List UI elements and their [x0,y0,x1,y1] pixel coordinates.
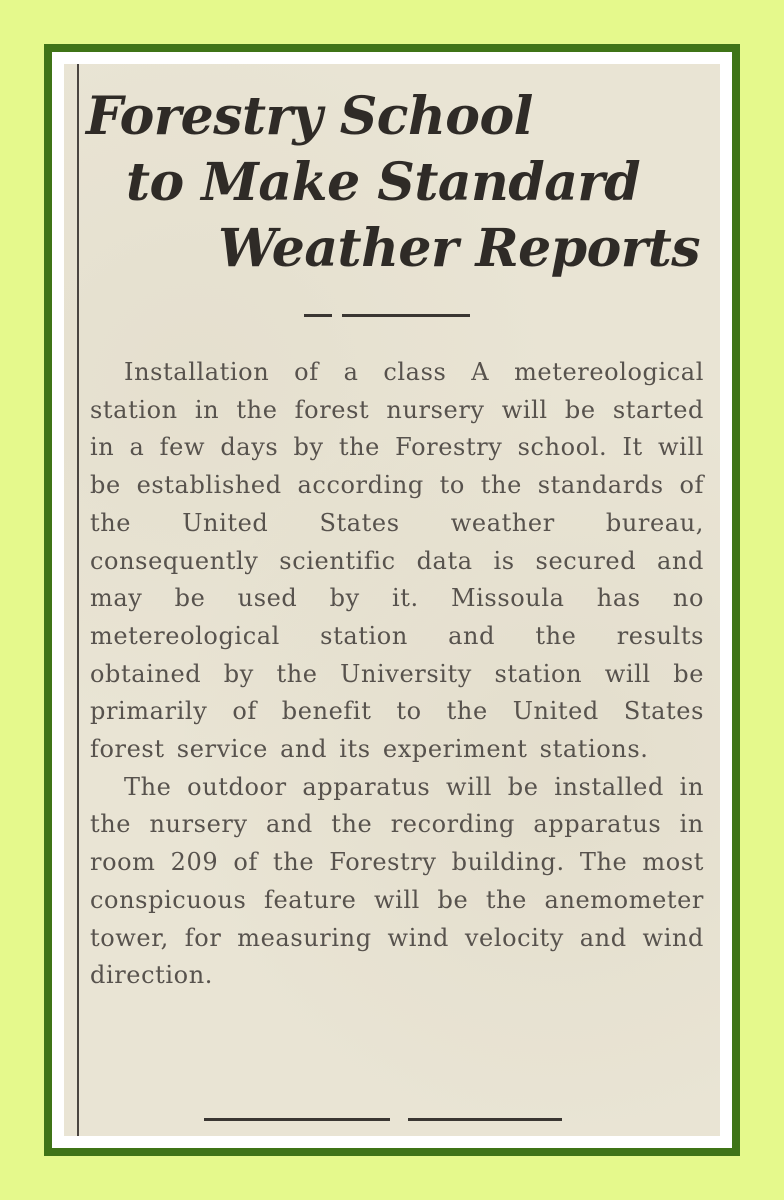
paragraph-1: Installation of a class A metereological station in the forest nursery will be started in a few days by the Forestry school. It will be established according to the standards of the United States weather bureau, consequently scientific data is secured and may be used by it. Missoula has no metereological station and the results obtained by the University station will be primarily of benefit to the United States forest service and its experiment stations. [90,358,704,764]
newspaper-clipping [64,64,720,1136]
green-frame [44,44,740,1156]
end-rule-right [408,1118,562,1121]
headline-line-3: Weather Reports [218,218,700,279]
article-body [90,354,704,995]
paragraph-2: The outdoor apparatus will be installed in the nursery and the recording apparatus in room 209 of the Forestry building. The most conspicuous feature will be the anemometer tower, for measuring wind velocity and wind direction. [90,772,704,990]
column-rule [77,64,79,1136]
headline-line-1: Forestry School [86,86,533,147]
headline [86,84,710,282]
headline-divider-short [304,314,332,317]
headline-divider-long [342,314,470,317]
end-rule-left [204,1118,390,1121]
headline-line-2: to Make Standard [126,152,641,213]
